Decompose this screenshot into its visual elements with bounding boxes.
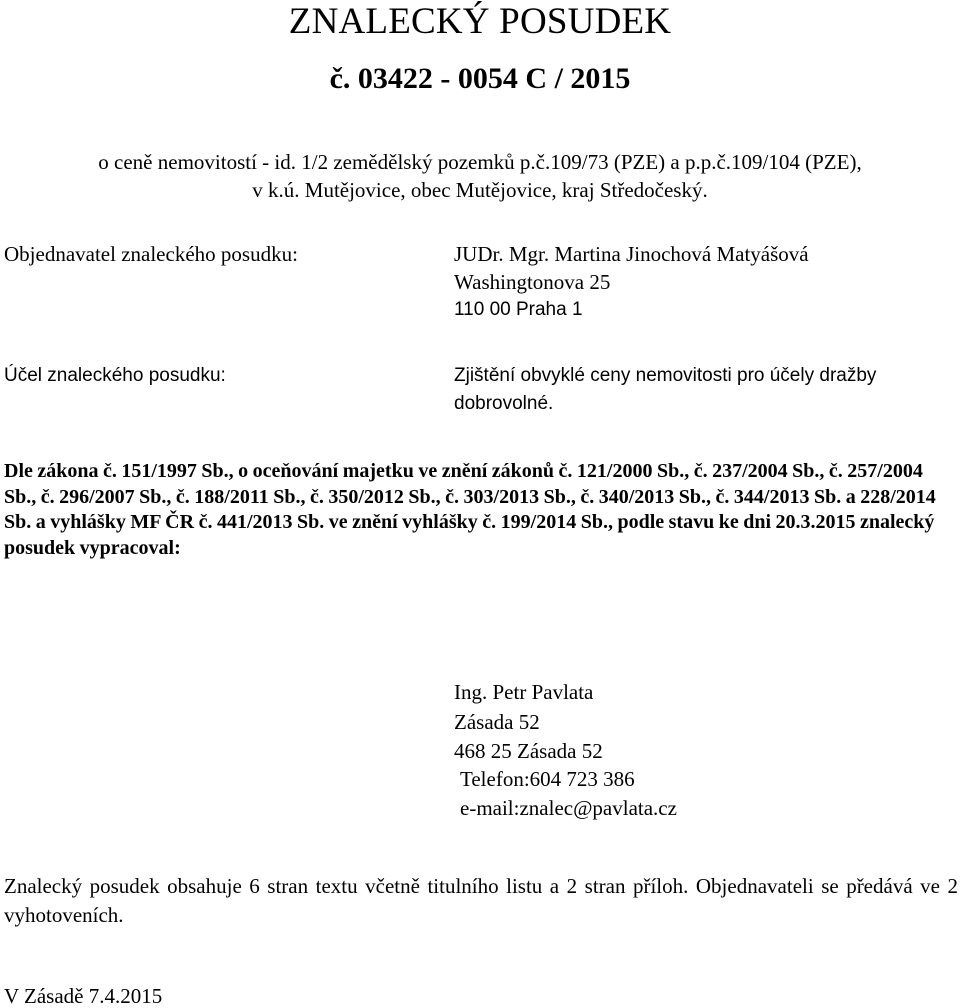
- purpose-line-2: dobrovolné.: [454, 393, 554, 414]
- document-title: ZNALECKÝ POSUDEK: [288, 1, 672, 42]
- document-number: č. 03422 - 0054 C / 2015: [329, 62, 631, 95]
- expert-street: Zásada 52: [454, 710, 540, 734]
- subject-line-1: o ceně nemovitostí - id. 1/2 zemědělský pozemků p.č.109/73 (PZE) a p.p.č.109/104 (PZE),: [98, 150, 862, 174]
- client-label: Objednavatel znaleckého posudku:: [4, 242, 298, 266]
- expert-phone: Telefon:604 723 386: [460, 767, 635, 791]
- legal-basis-paragraph: Dle zákona č. 151/1997 Sb., o oceňování majetku ve znění zákonů č. 121/2000 Sb., č. 237/2004 Sb., č. 257/2004 Sb., č. 296/2007 Sb., č. 188/2011 Sb., č. 350/2012 Sb., č. 303/2013 Sb., č. 340/2013 Sb., č. 344/2013 Sb. a 228/2014 Sb. a vyhlášky MF ČR č. 441/2013 Sb. ve znění vyhlášky č. 199/2014 Sb., podle stavu ke dni 20.3.2015 znalecký posudek vypracoval:: [4, 460, 936, 559]
- client-city: 110 00 Praha 1: [454, 299, 583, 320]
- expert-name: Ing. Petr Pavlata: [454, 680, 594, 704]
- purpose-line-1: Zjištění obvyklé ceny nemovitosti pro účely dražby: [454, 365, 877, 386]
- client-street: Washingtonova 25: [454, 270, 611, 294]
- contents-paragraph: Znalecký posudek obsahuje 6 stran textu včetně titulního listu a 2 stran příloh. Objednavateli se předává ve 2 vyhotoveních.: [4, 874, 958, 927]
- client-name: JUDr. Mgr. Martina Jinochová Matyášová: [454, 242, 809, 266]
- subject-line-2: v k.ú. Mutějovice, obec Mutějovice, kraj Středočeský.: [252, 178, 708, 202]
- purpose-label: Účel znaleckého posudku:: [4, 365, 226, 386]
- place-date: V Zásadě 7.4.2015: [4, 984, 163, 1008]
- expert-email: e-mail:znalec@pavlata.cz: [460, 796, 677, 820]
- expert-city: 468 25 Zásada 52: [454, 739, 603, 763]
